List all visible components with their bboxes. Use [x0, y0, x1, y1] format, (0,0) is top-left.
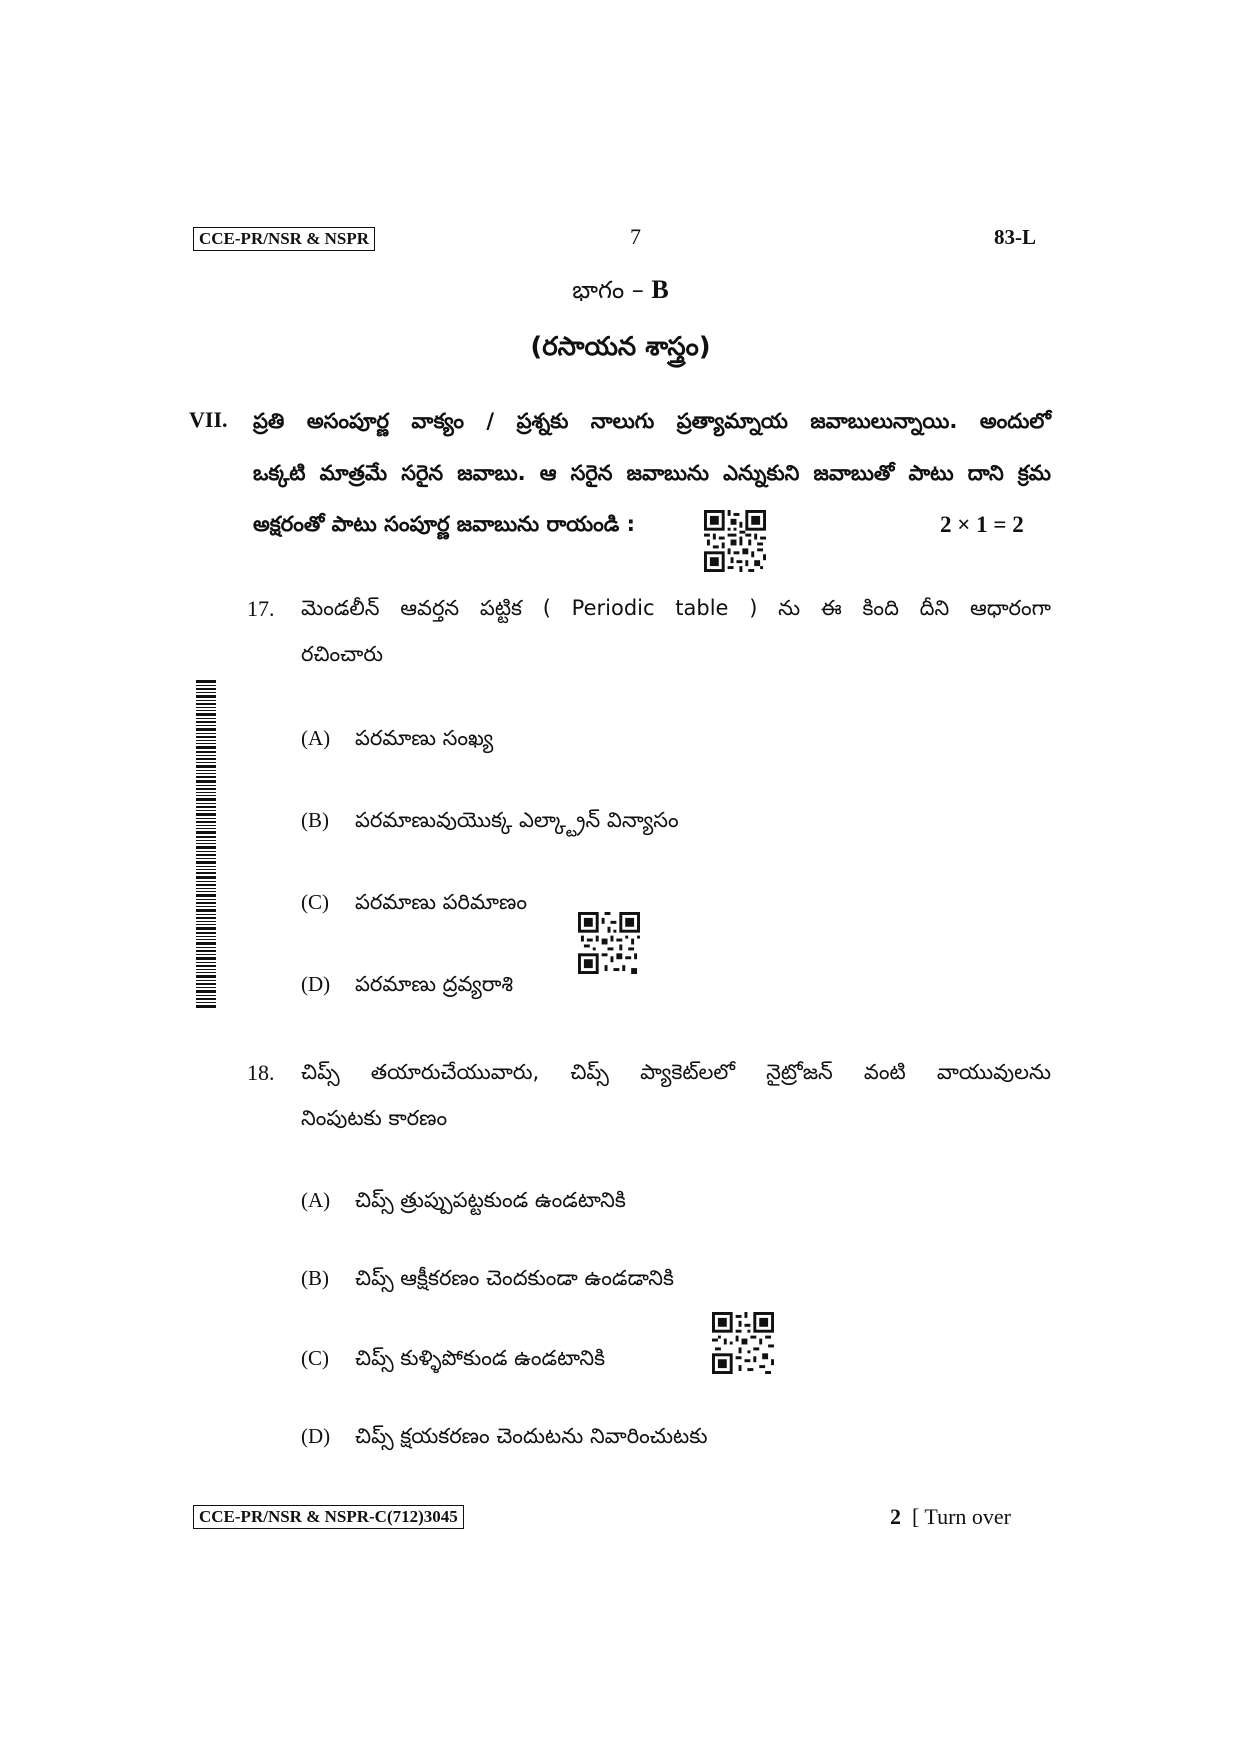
- paper-code: 83-L: [994, 225, 1036, 249]
- question-18-option-a[interactable]: [301, 1188, 626, 1218]
- qr-code-icon: [712, 1312, 774, 1374]
- section-title-letter: B: [651, 275, 669, 304]
- question-18-text-line-1: చిప్స్ తయారుచేయువారు, చిప్స్ ప్యాకెట్‌లలో నైట్రోజన్ వంటి వాయువులను: [301, 1060, 1051, 1084]
- page-number: 7: [630, 224, 641, 249]
- option-letter: (D): [301, 972, 331, 996]
- marks-scheme: 2 × 1 = 2: [940, 512, 1024, 537]
- option-text: చిప్స్ కుళ్ళిపోకుండ ఉండటానికి: [355, 1346, 606, 1370]
- question-17-option-b[interactable]: [301, 808, 679, 838]
- option-letter: (A): [301, 726, 331, 750]
- instruction-line-1: ప్రతి అసంపూర్ణ వాక్యం / ప్రశ్నకు నాలుగు ప్రత్యామ్నాయ జవాబులున్నాయి. అందులో: [253, 409, 1051, 433]
- turn-over-label: [ Turn over: [912, 1504, 1012, 1529]
- option-letter: (C): [301, 890, 329, 914]
- question-17-option-c[interactable]: [301, 890, 527, 920]
- option-text: చిప్స్ ఆక్షీకరణం చెందకుండా ఉండడానికి: [355, 1266, 674, 1290]
- option-text: పరమాణు పరిమాణం: [355, 890, 527, 914]
- barcode-icon: [196, 680, 216, 1010]
- question-18-number: 18.: [247, 1060, 275, 1085]
- option-letter: (A): [301, 1188, 331, 1212]
- option-text: పరమాణువుయొక్క ఎల్క్ట్రాన్ విన్యాసం: [355, 808, 679, 832]
- option-text: పరమాణు సంఖ్య: [355, 726, 494, 750]
- header-exam-code: CCE-PR/NSR & NSPR: [193, 227, 375, 251]
- footer-exam-code: CCE-PR/NSR & NSPR-C(712)3045: [193, 1505, 464, 1529]
- subject-title: (రసాయన శాస్త్రం): [530, 332, 711, 362]
- question-17-option-a[interactable]: [301, 726, 493, 756]
- option-text: చిప్స్ త్రుప్పుపట్టకుండ ఉండటానికి: [355, 1188, 626, 1212]
- question-18-option-b[interactable]: [301, 1266, 674, 1296]
- question-18-option-d[interactable]: [301, 1424, 707, 1454]
- option-letter: (C): [301, 1346, 329, 1370]
- section-title-prefix: భాగం –: [572, 276, 652, 304]
- question-17-text-line-2: రచించారు: [301, 642, 384, 666]
- section-number: VII.: [189, 407, 228, 432]
- instruction-line-3: అక్షరంతో పాటు సంపూర్ణ జవాబును రాయండి :: [253, 512, 636, 536]
- option-letter: (D): [301, 1424, 331, 1448]
- instruction-line-2: ఒక్కటి మాత్రమే సరైన జవాబు. ఆ సరైన జవాబును ఎన్నుకుని జవాబుతో పాటు దాని క్రమ: [253, 461, 1051, 485]
- section-title: [0, 275, 1241, 310]
- sheet-number: 2: [890, 1504, 901, 1529]
- question-17-number: 17.: [247, 596, 275, 621]
- question-18-text-line-2: నింపుటకు కారణం: [301, 1106, 448, 1130]
- option-letter: (B): [301, 808, 329, 832]
- option-letter: (B): [301, 1266, 329, 1290]
- footer-turn-over: [890, 1504, 1011, 1530]
- option-text: పరమాణు ద్రవ్యరాశి: [355, 972, 514, 996]
- option-text: చిప్స్ క్షయకరణం చెందుటను నివారించుటకు: [355, 1424, 708, 1448]
- qr-code-icon: [704, 510, 766, 572]
- question-17-option-d[interactable]: [301, 972, 513, 1002]
- qr-code-icon: [578, 912, 640, 974]
- question-17-text-line-1: మెండలీన్ ఆవర్తన పట్టిక ( Periodic table ) ను ఈ కింది దీని ఆధారంగా: [301, 596, 1051, 620]
- question-18-option-c[interactable]: [301, 1346, 605, 1376]
